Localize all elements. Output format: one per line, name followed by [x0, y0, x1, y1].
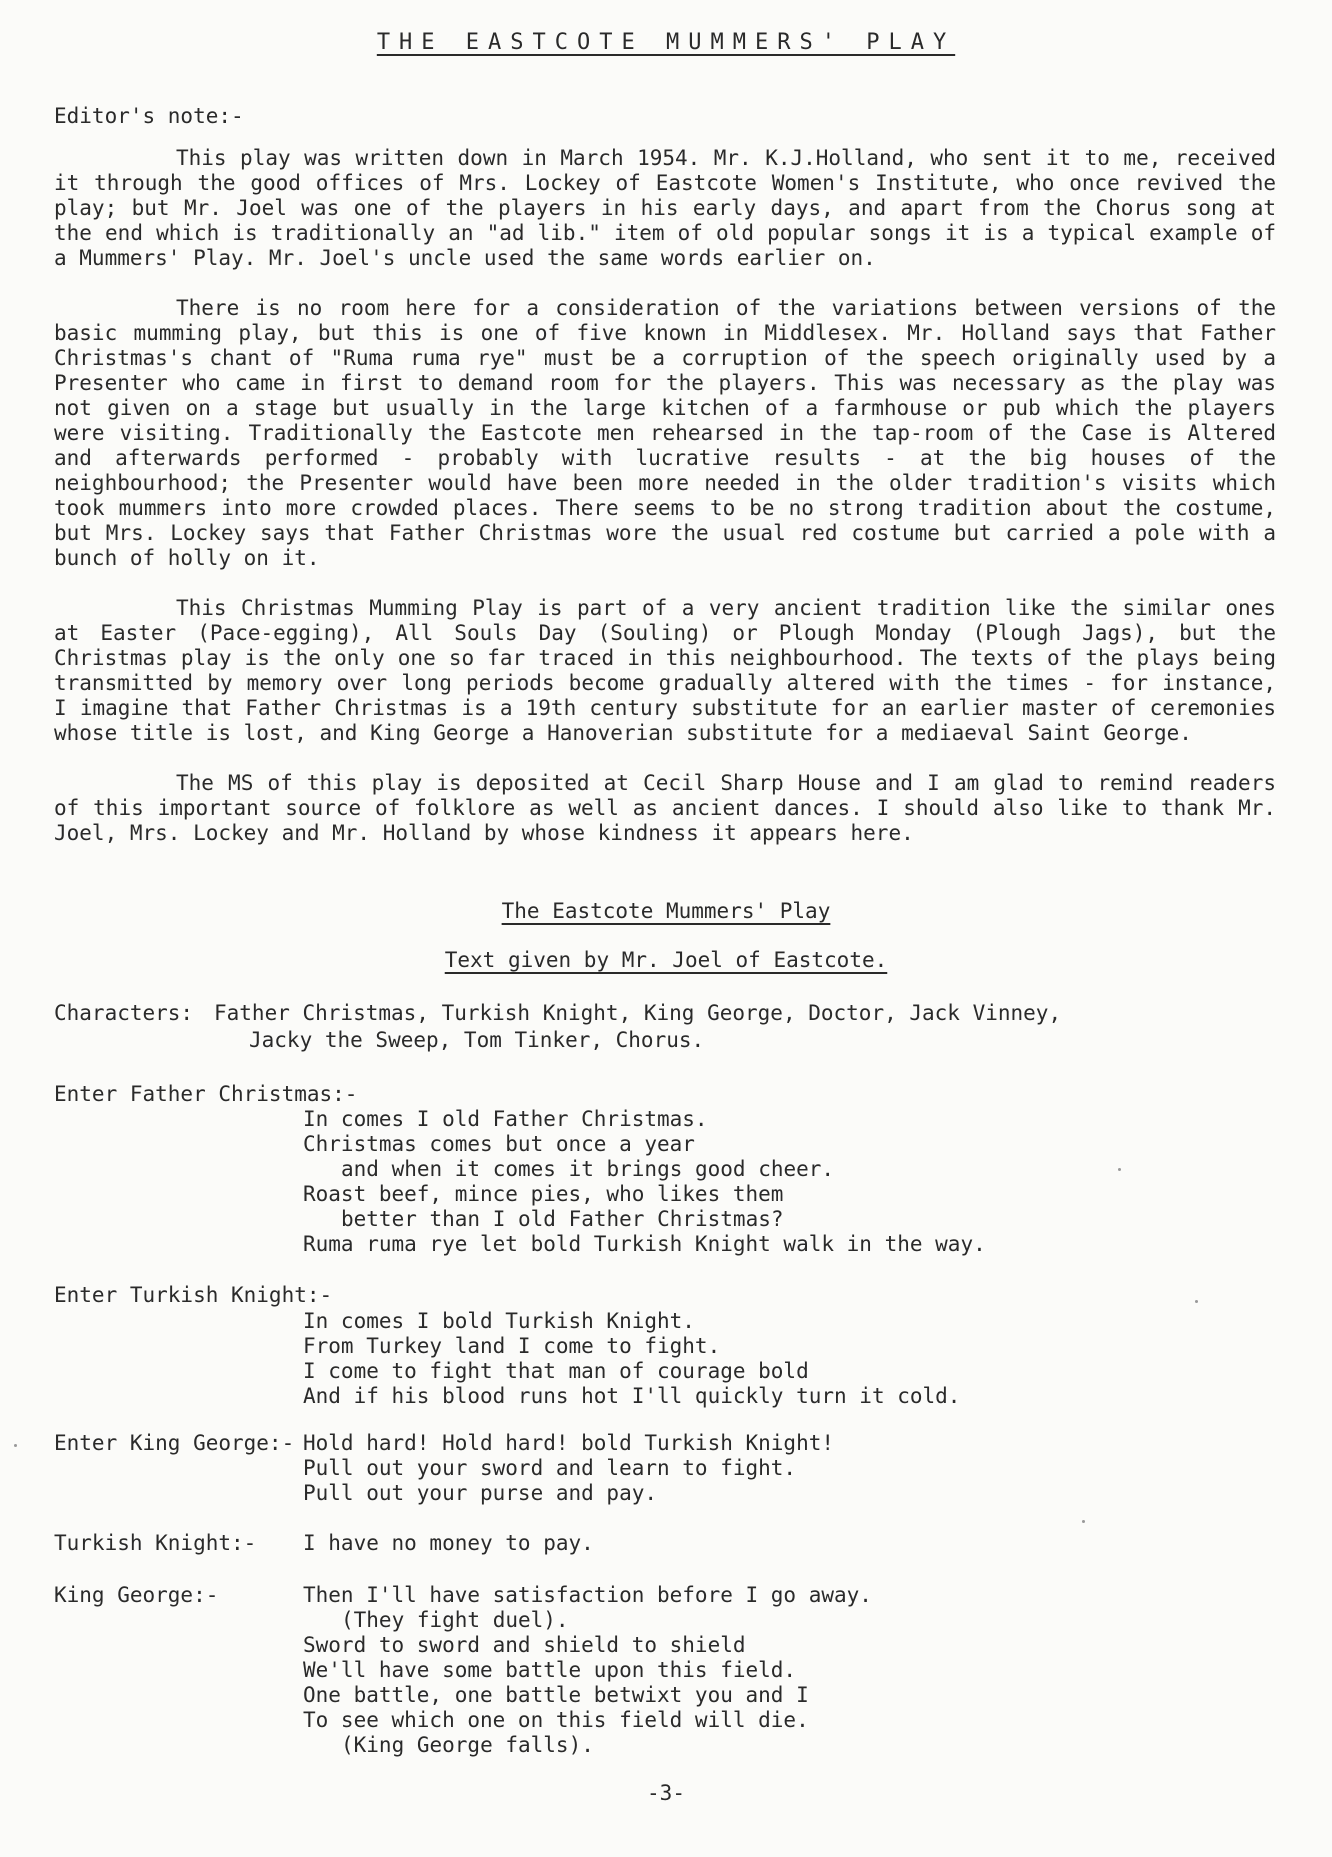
characters-line-2: Jacky the Sweep, Tom Tinker, Chorus.: [249, 1028, 705, 1052]
cue-father-christmas: Enter Father Christmas:-: [54, 1082, 358, 1106]
paragraph-2: There is no room here for a consideration of the variations between versions of the basic mumming play, but this is one of five known in Middlesex. Mr. Holland says that Father Christmas's chant of "Ruma ruma rye" must be a corruption of the speech originally used by a Presenter who came in first to demand room for the players. This was necessary as the play was not given on a stage but usually in the large kitchen of a farmhouse or pub which the players were visiting. Traditionally the Eastcote men rehearsed in the tap-room of the Case is Altered and afterwards performed - probably with lucrative results - at the big houses of the neighbourhood; the Presenter would have been more needed in the older tradition's visits which took mummers into more crowded places. There seems to be no strong tradition about the costume, but Mrs. Lockey says that Father Christmas wore the usual red costume but carried a pole with a bunch of holly on it.: [54, 296, 1276, 570]
page-title: THE EASTCOTE MUMMERS' PLAY: [376, 30, 956, 55]
verse-turkish-knight: In comes I bold Turkish Knight. From Turkey land I come to fight. I come to fight that man of courage bold And if his blood runs hot I'll quickly turn it cold.: [303, 1309, 961, 1408]
page-number: -3-: [647, 1781, 685, 1805]
scan-speck: [1082, 1520, 1085, 1523]
characters-list: [54, 1000, 1061, 1054]
scan-speck: [1195, 1300, 1198, 1303]
characters-label: Characters:: [54, 1001, 194, 1025]
verse-father-christmas: In comes I old Father Christmas. Christmas comes but once a year and when it comes it brings good cheer. Roast beef, mince pies, who likes them better than I old Father Christmas? Ruma ruma rye let bold Turkish Knight walk in the way.: [303, 1107, 986, 1256]
cue-king-george-reply: King George:-: [54, 1583, 219, 1607]
scan-speck: [14, 1444, 17, 1447]
paragraph-3: This Christmas Mumming Play is part of a very ancient tradition like the similar ones at Easter (Pace-egging), All Souls Day (Souling) or Plough Monday (Plough Jags), but the Christmas play is the only one so far traced in this neighbourhood. The texts of the plays being transmitted by memory over long periods become gradually altered with the times - for instance, I imagine that Father Christmas is a 19th century substitute for an earlier master of ceremonies whose title is lost, and King George a Hanoverian substitute for a mediaeval Saint George.: [54, 596, 1276, 745]
paragraph-1: This play was written down in March 1954. Mr. K.J.Holland, who sent it to me, received it through the good offices of Mrs. Lockey of Eastcote Women's Institute, who once revived the play; but Mr. Joel was one of the players in his early days, and apart from the Chorus song at the end which is traditionally an "ad lib." item of old popular songs it is a typical example of a Mummers' Play. Mr. Joel's uncle used the same words earlier on.: [54, 146, 1276, 270]
verse-king-george: Hold hard! Hold hard! bold Turkish Knight! Pull out your sword and learn to fight. Pull out your purse and pay.: [303, 1431, 835, 1505]
cue-turkish-knight-reply: Turkish Knight:-: [54, 1531, 257, 1555]
verse-king-george-reply: Then I'll have satisfaction before I go away. (They fight duel). Sword to sword and shield to shield We'll have some battle upon this field. One battle, one battle betwixt you and I To see which one on this field will die. (King George falls).: [303, 1583, 872, 1757]
cue-turkish-knight: Enter Turkish Knight:-: [54, 1283, 333, 1307]
play-title: The Eastcote Mummers' Play: [501, 899, 831, 923]
characters-line-1: Father Christmas, Turkish Knight, King George, Doctor, Jack Vinney,: [214, 1001, 1062, 1025]
editors-note-heading: Editor's note:-: [54, 104, 244, 128]
verse-turkish-knight-reply: I have no money to pay.: [303, 1531, 594, 1555]
paragraph-4: The MS of this play is deposited at Cecil Sharp House and I am glad to remind readers of this important source of folklore as well as ancient dances. I should also like to thank Mr. Joel, Mrs. Lockey and Mr. Holland by whose kindness it appears here.: [54, 771, 1276, 845]
play-subtitle: Text given by Mr. Joel of Eastcote.: [444, 948, 888, 972]
scan-speck: [1118, 1168, 1121, 1171]
cue-king-george: Enter King George:-: [54, 1431, 295, 1455]
